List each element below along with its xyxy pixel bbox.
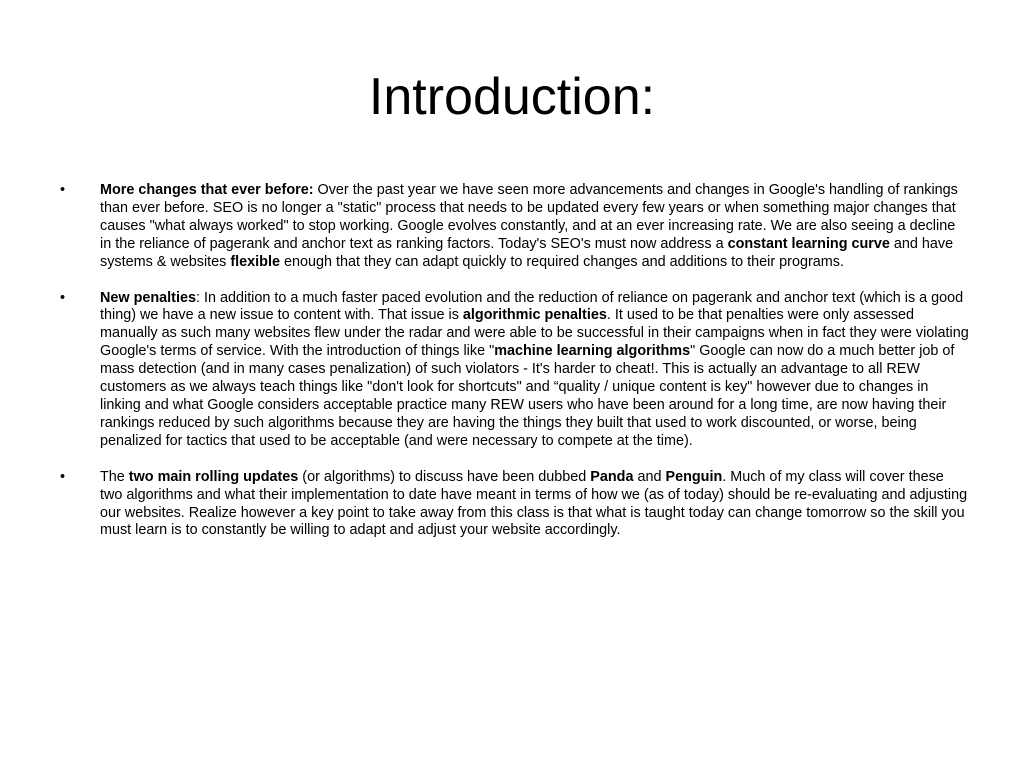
bullet-body-text: and: [633, 468, 666, 485]
bullet-marker: •: [60, 468, 66, 485]
bullet-text: [100, 290, 969, 449]
bullet-text: [100, 469, 967, 539]
bullet-bold-text: algorithmic penalties: [462, 307, 607, 324]
bullet-bold-text: New penalties: [100, 289, 196, 306]
bullet-bold-text: Penguin: [665, 468, 723, 485]
bullet-body-text: . It used to be that penalties were only assessed manually as such many websites flew under the radar and were able to be successful in their campaigns when in fact they were violating Google's terms of service. With the introduction of things like ": [100, 307, 969, 360]
bullet-body-text: and have systems & websites: [100, 235, 954, 270]
bullet-list: [60, 182, 970, 540]
bullet-body-text: " Google can now do a much better job of mass detection (and in many cases penalization) of such violators - It's harder to cheat!. This is actually an advantage to all REW customers as we always teach things like "don't look for shortcuts" and “quality / unique content is key" however due to changes in linking and what Google considers acceptable practice many REW users who have been around for a long time, are now having their rankings reduced by such algorithms because they are having the things they built that used to work discounted, or worse, being penalized for tactics that used to be acceptable (and were necessary to compete at the time).: [100, 343, 955, 449]
bullet-body-text: enough that they can adapt quickly to required changes and additions to their programs.: [279, 253, 844, 270]
bullet-body-text: (or algorithms) to discuss have been dubbed: [298, 468, 591, 485]
bullet-body-text: Over the past year we have seen more advancements and changes in Google's handling of rankings than ever before. SEO is no longer a "static" process that needs to be updated every few years or when something major changes that causes "what always worked" to stop working. Google evolves constantly, and at an ever increasing rate. We are also seeing a decline in the reliance of pagerank and anchor text as ranking factors. Today's SEO's must now address a: [100, 182, 958, 252]
bullet-bold-text: Panda: [590, 468, 634, 485]
bullet-bold-text: machine learning algorithms: [494, 343, 691, 360]
slide-title: Introduction:: [368, 68, 656, 126]
bullet-body-text: The: [100, 468, 129, 485]
bullet-bold-text: flexible: [230, 253, 280, 270]
bullet-text: [100, 182, 958, 270]
bullet-body-text: . Much of my class will cover these two algorithms and what their implementation to date have meant in terms of how we (as of today) should be re-evaluating and adjusting our websites. Realize however a key point to take away from this class is that what is taught today can change tomorrow so the skill you must learn is to constantly be willing to adapt and adjust your website accordingly.: [100, 468, 968, 539]
bullet-bold-text: two main rolling updates: [128, 468, 299, 485]
bullet-marker: •: [60, 182, 66, 198]
bullet-item: [60, 469, 970, 541]
bullet-marker: •: [60, 289, 66, 306]
bullet-bold-text: constant learning curve: [727, 235, 890, 252]
bullet-item: [60, 182, 970, 272]
bullet-body-text: : In addition to a much faster paced evolution and the reduction of reliance on pagerank and anchor text (which is a good thing) we have a new issue to content with. That issue is: [100, 289, 964, 324]
bullet-item: [60, 290, 970, 451]
bullet-bold-text: More changes that ever before:: [100, 182, 314, 198]
